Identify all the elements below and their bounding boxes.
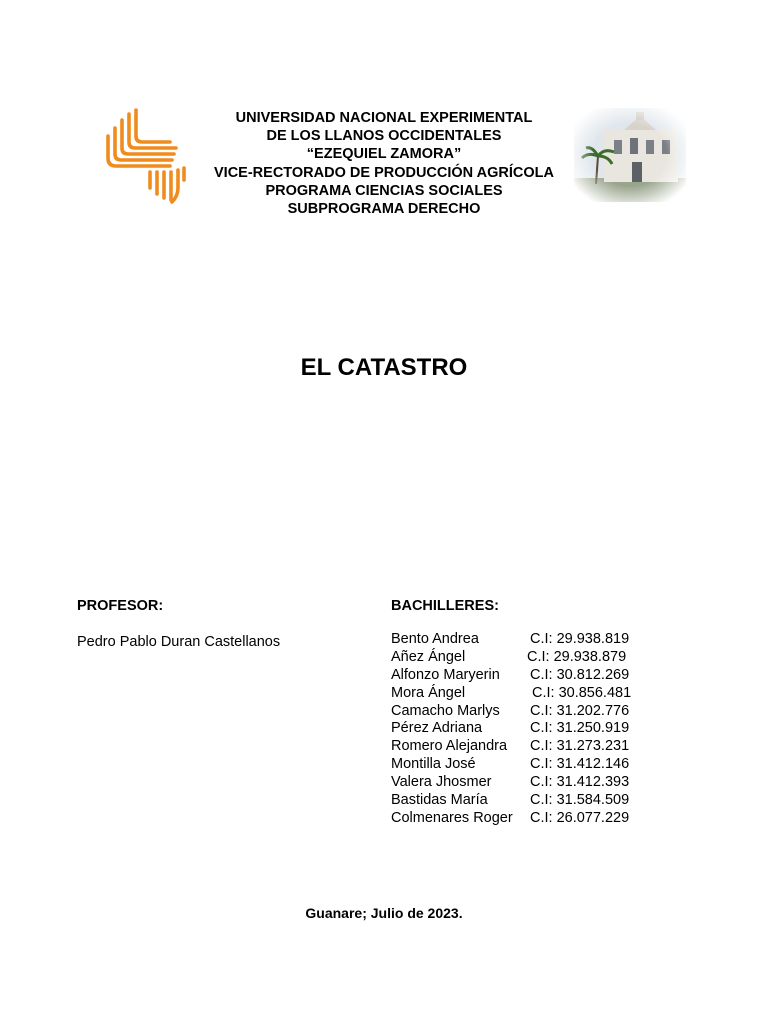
- student-name: Bento Andrea: [391, 631, 479, 647]
- student-ci: C.I: 31.584.509: [530, 792, 630, 809]
- institution-header: [184, 109, 584, 218]
- student-ci: C.I: 30.856.481: [532, 684, 632, 701]
- place-date: Guanare; Julio de 2023.: [305, 905, 463, 921]
- student-ci: C.I: 31.412.146: [530, 756, 630, 773]
- header-line: “EZEQUIEL ZAMORA”: [306, 146, 462, 163]
- student-name: Valera Jhosmer: [391, 774, 492, 791]
- student-name: Mora Ángel: [391, 684, 466, 701]
- student-ci: C.I: 30.812.269: [530, 666, 630, 683]
- header-line: PROGRAMA CIENCIAS SOCIALES: [265, 182, 503, 199]
- student-ci: C.I: 31.412.393: [530, 774, 630, 791]
- document-title: EL CATASTRO: [300, 354, 468, 381]
- profesor-name: Pedro Pablo Duran Castellanos: [77, 634, 281, 650]
- student-name: Romero Alejandra: [391, 738, 508, 755]
- campus-building-photo: [574, 108, 686, 202]
- profesor-label: PROFESOR:: [77, 598, 164, 614]
- student-ci: C.I: 31.202.776: [530, 702, 630, 719]
- student-ci: C.I: 26.077.229: [530, 809, 630, 826]
- student-name: Bastidas María: [391, 792, 488, 809]
- student-ci: C.I: 31.273.231: [530, 738, 630, 755]
- student-name: Colmenares Roger: [391, 809, 513, 826]
- student-name: Montilla José: [391, 756, 476, 773]
- header-line: UNIVERSIDAD NACIONAL EXPERIMENTAL: [235, 110, 533, 126]
- header-line: VICE-RECTORADO DE PRODUCCIÓN AGRÍCOLA: [214, 164, 554, 181]
- student-ci: C.I: 31.250.919: [530, 720, 630, 737]
- header-line: SUBPROGRAMA DERECHO: [287, 201, 481, 218]
- student-ci: C.I: 29.938.819: [530, 631, 630, 647]
- student-name: Alfonzo Maryerin: [391, 666, 500, 683]
- university-logo-icon: [100, 108, 190, 204]
- student-name: Añez Ángel: [391, 648, 466, 665]
- student-ci: C.I: 29.938.879: [527, 648, 627, 665]
- student-name: Camacho Marlys: [391, 702, 500, 719]
- bachilleres-label: BACHILLERES:: [391, 598, 499, 614]
- header-line: DE LOS LLANOS OCCIDENTALES: [266, 128, 502, 145]
- student-name: Pérez Adriana: [391, 720, 483, 737]
